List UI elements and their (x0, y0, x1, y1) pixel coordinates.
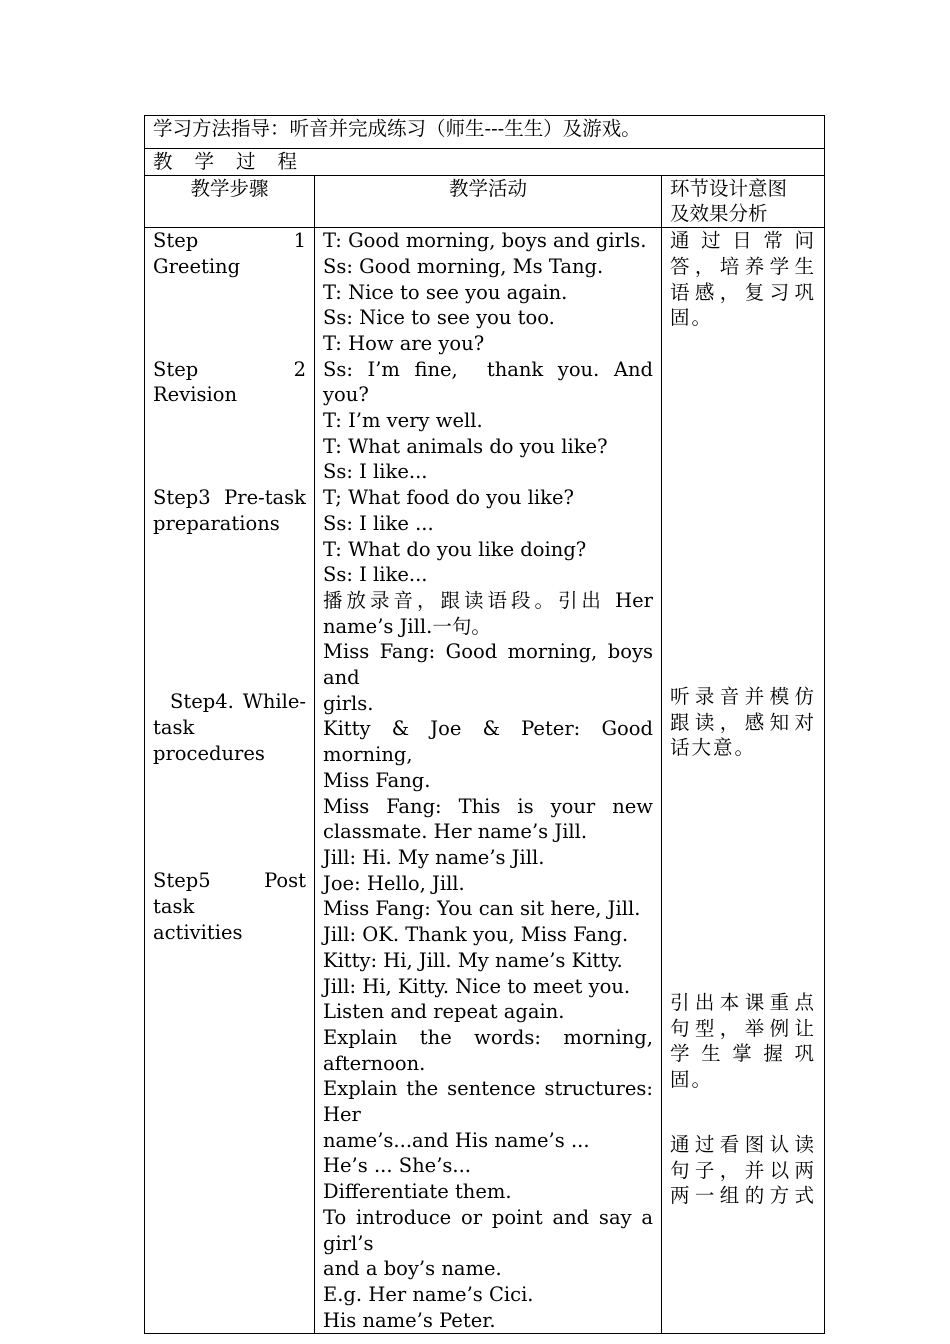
activity-line: girls. (323, 691, 374, 715)
activity-line: His name’s Peter. (323, 1308, 496, 1332)
activity-line: T: I’m very well. (323, 409, 483, 433)
method-guidance-row (145, 116, 825, 149)
process-title-row (145, 149, 825, 176)
activity-line: To introduce or point and say a girl’s (323, 1205, 660, 1255)
activity-line: Ss: Nice to see you too. (323, 306, 555, 330)
step-3-pre-task (153, 485, 306, 536)
steps-header: 教学步骤 (145, 175, 315, 227)
activity-line: Explain the sentence structures: Her (323, 1077, 666, 1127)
design-note-line: 学生掌握巩 (670, 1042, 817, 1066)
design-notes-column (662, 228, 825, 1334)
step-3-line2: preparations (153, 511, 280, 535)
design-note-line: 话大意。 (670, 736, 757, 760)
design-note-line: 两一组的方式 (670, 1184, 817, 1208)
activity-line: Ss: Good morning, Ms Tang. (323, 254, 604, 278)
design-note-line: 通过日常问 (670, 229, 817, 253)
activity-line: Differentiate them. (323, 1180, 512, 1204)
activity-line: Jill: Hi, Kitty. Nice to meet you. (323, 974, 631, 998)
activity-line: T: Nice to see you again. (323, 280, 568, 304)
design-note-1 (670, 228, 816, 331)
activity-line: E.g. Her name’s Cici. (323, 1282, 534, 1306)
step-5-line1: Step5 Post task (153, 869, 306, 919)
activity-line: Ss: I like ... (323, 511, 434, 535)
design-note-line: 固。 (670, 1068, 714, 1092)
steps-column (145, 228, 315, 1334)
activity-line: Jill: OK. Thank you, Miss Fang. (323, 923, 629, 947)
lesson-plan-table (144, 115, 825, 1334)
design-header (662, 175, 825, 227)
activity-line: He’s ... She’s... (323, 1154, 472, 1178)
activity-line: Kitty & Joe & Peter: Good morning, (323, 717, 660, 767)
activity-line: T: What animals do you like? (323, 434, 608, 458)
step-5-line2: activities (153, 920, 243, 944)
design-note-line: 语感，复习巩 (670, 280, 817, 304)
design-header-line1: 环节设计意图 (670, 176, 788, 200)
step-3-line1: Step3 Pre-task (153, 485, 306, 509)
process-title: 教学过程 (145, 149, 825, 176)
design-note-line: 句子，并以两 (670, 1158, 817, 1182)
activity-line: Miss Fang. (323, 768, 431, 792)
activities-column (315, 228, 666, 1334)
activity-line: Ss: I like... (323, 460, 428, 484)
header-row (145, 175, 825, 227)
activity-line: Jill: Hi. My name’s Jill. (323, 845, 545, 869)
design-note-line: 引出本课重点 (670, 991, 817, 1015)
activity-line: Miss Fang: This is your new (323, 794, 653, 818)
step-2-revision: Step 2 Revision (153, 357, 306, 407)
step-4-line1: Step4. While- (170, 690, 306, 714)
design-note-line: 跟读，感知对 (670, 710, 817, 734)
activity-line: Joe: Hello, Jill. (323, 871, 465, 895)
activity-line: classmate. Her name’s Jill. (323, 820, 588, 844)
activity-line: T: How are you? (323, 331, 485, 355)
activity-line: Miss Fang: Good morning, boys and (323, 640, 660, 690)
activity-line: Ss: I like... (323, 563, 428, 587)
activity-line: T; What food do you like? (323, 486, 574, 510)
activity-line: T: What do you like doing? (323, 537, 587, 561)
activity-line: name’s Jill.一句。 (323, 614, 491, 638)
design-note-line: 固。 (670, 306, 714, 330)
activities-header: 教学活动 (315, 175, 662, 227)
activity-line: Kitty: Hi, Jill. My name’s Kitty. (323, 948, 623, 972)
activity-line: Explain the words: morning, (323, 1025, 653, 1049)
design-note-2 (670, 684, 816, 761)
step-5-post-task (153, 868, 306, 945)
activity-line: and a boy’s name. (323, 1257, 502, 1281)
design-note-line: 句型，举例让 (670, 1016, 817, 1040)
design-note-line: 通过看图认读 (670, 1132, 817, 1156)
activity-line: 播放录音，跟读语段。引出 Her (323, 588, 653, 612)
step-4-while-task (153, 689, 306, 766)
step-1-greeting: Step 1 Greeting (153, 229, 306, 278)
activity-line: name’s...and His name’s ... (323, 1128, 590, 1152)
activity-line: afternoon. (323, 1051, 426, 1075)
activity-line: Miss Fang: You can sit here, Jill. (323, 897, 641, 921)
activity-line: T: Good morning, boys and girls. (323, 229, 647, 253)
step-4-line2: task procedures (153, 716, 265, 765)
design-note-line: 听录音并模仿 (670, 684, 817, 708)
activity-line: Listen and repeat again. (323, 1000, 565, 1024)
method-guidance: 学习方法指导：听音并完成练习（师生---生生）及游戏。 (145, 116, 825, 149)
design-note-line: 答，培养学生 (670, 254, 817, 278)
design-note-4 (670, 1132, 816, 1209)
design-header-line2: 及效果分析 (670, 202, 768, 226)
activity-line: Ss: I’m fine, thank you. And you? (323, 357, 660, 407)
content-row (145, 228, 825, 1334)
design-note-3 (670, 990, 816, 1093)
